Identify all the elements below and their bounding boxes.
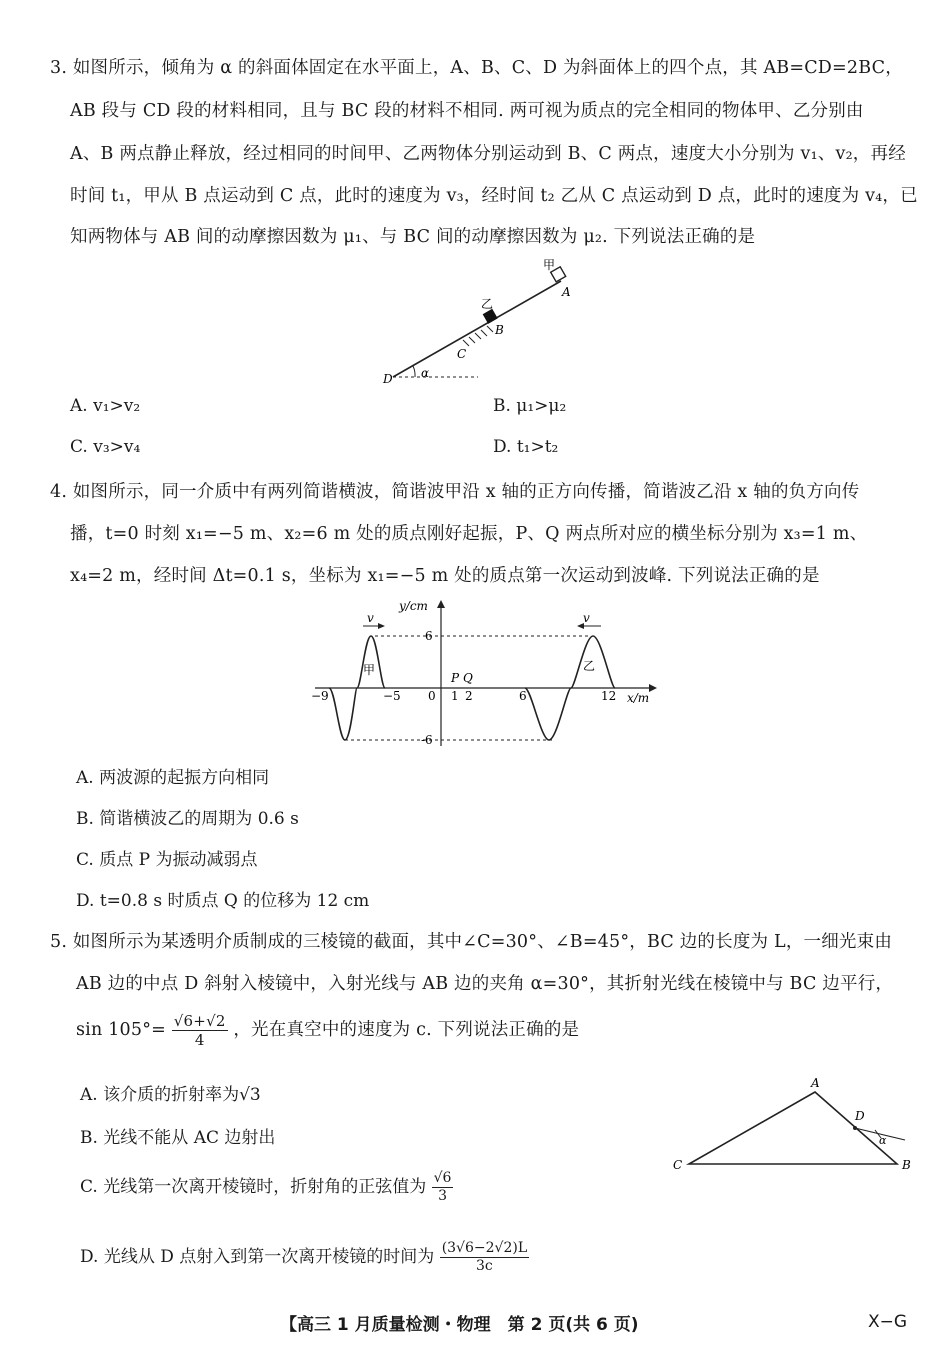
label-jia: 甲 (543, 258, 556, 272)
optC-denominator: 3 (438, 1188, 447, 1204)
optD-numerator: (3√6−2√2)L (441, 1240, 528, 1256)
y-axis-arrow (437, 600, 445, 608)
optC-numerator: √6 (433, 1170, 452, 1186)
x-tick-2: 2 (465, 689, 473, 703)
point-P-label: P (451, 671, 460, 685)
q3-line-5: 知两物体与 AB 间的动摩擦因数为 μ₁、与 BC 间的动摩擦因数为 μ₂. 下列说法正确的是 (70, 227, 756, 247)
q3-line-4: 时间 t₁，甲从 B 点运动到 C 点，此时的速度为 v₃，经时间 t₂ 乙从 C 点运动到 D 点，此时的速度为 v₄，已 (70, 186, 918, 206)
q4-option-d: D. t=0.8 s 时质点 Q 的位移为 12 cm (76, 891, 370, 911)
q3-option-d: D. t₁>t₂ (493, 437, 559, 457)
y-tick-neg6: -6 (421, 733, 433, 747)
q4-option-b: B. 简谐横波乙的周期为 0.6 s (76, 809, 299, 829)
q3-option-c: C. v₃>v₄ (70, 437, 141, 457)
label-B: B (495, 323, 504, 337)
v-label-jia: v (367, 611, 374, 625)
q5-line-1: 5. 如图所示为某透明介质制成的三棱镜的截面，其中∠C=30°、∠B=45°，BC 边的长度为 L，一细光束由 (50, 932, 893, 952)
q4-line-1: 4. 如图所示，同一介质中有两列简谐横波，简谐波甲沿 x 轴的正方向传播，简谐波乙沿 x 轴的负方向传 (50, 482, 860, 502)
q4-line-3: x₄=2 m，经时间 Δt=0.1 s，坐标为 x₁=−5 m 处的质点第一次运动到波峰. 下列说法正确的是 (70, 566, 820, 586)
q5-option-c (80, 1170, 453, 1205)
block-yi (483, 309, 498, 324)
label-alpha: α (421, 366, 430, 380)
optD-prefix: D. 光线从 D 点射入到第一次离开棱镜的时间为 (80, 1247, 435, 1267)
q3-incline-figure (375, 255, 585, 390)
incline-line (393, 281, 561, 377)
y-axis-label: y/cm (399, 599, 428, 613)
q5-option-b: B. 光线不能从 AC 边射出 (80, 1128, 276, 1148)
point-Q-label: Q (463, 671, 473, 685)
x-tick-neg5: −5 (383, 689, 401, 703)
x-tick-neg9: −9 (311, 689, 329, 703)
prism-label-alpha: α (879, 1134, 887, 1147)
alpha-arc (413, 366, 415, 377)
wave-jia-label: 甲 (363, 663, 376, 677)
y-tick-6: 6 (425, 629, 433, 643)
sin-denominator: 4 (194, 1031, 205, 1049)
point-D-dot (853, 1126, 857, 1130)
sin-suffix: ，光在真空中的速度为 c. 下列说法正确的是 (233, 1020, 580, 1040)
prism-label-D: D (855, 1109, 865, 1123)
q3-line-1: 3. 如图所示，倾角为 α 的斜面体固定在水平面上，A、B、C、D 为斜面体上的四个点，其 AB=CD=2BC， (50, 58, 903, 78)
x-tick-0: 0 (428, 689, 436, 703)
wave-yi-label: 乙 (583, 659, 596, 673)
v-label-yi: v (583, 611, 590, 625)
sin-numerator: √6+√2 (173, 1012, 226, 1030)
paper-code: X−G (868, 1312, 908, 1332)
optD-fraction (440, 1240, 529, 1275)
q5-line-3 (76, 1012, 579, 1049)
label-A: A (562, 285, 571, 299)
optC-fraction (432, 1170, 454, 1205)
x-tick-1: 1 (451, 689, 459, 703)
prism-label-B: B (902, 1158, 911, 1172)
sin-prefix: sin 105°= (76, 1020, 167, 1040)
q4-option-c: C. 质点 P 为振动减弱点 (76, 850, 258, 870)
x-tick-12: 12 (601, 689, 617, 703)
q5-prism-figure (665, 1072, 915, 1177)
q5-option-d (80, 1240, 529, 1275)
q3-option-a: A. v₁>v₂ (70, 396, 141, 416)
q4-option-a: A. 两波源的起振方向相同 (76, 768, 270, 788)
label-yi: 乙 (481, 297, 494, 311)
optD-denominator: 3c (476, 1258, 493, 1274)
q3-option-b: B. μ₁>μ₂ (493, 396, 567, 416)
page-footer: 【高三 1 月质量检测・物理 第 2 页(共 6 页) (280, 1315, 639, 1335)
q3-line-3: A、B 两点静止释放，经过相同的时间甲、乙两物体分别运动到 B、C 两点，速度大小分别为 v₁、v₂，再经 (70, 144, 906, 164)
q4-wave-figure (305, 596, 665, 754)
prism-label-C: C (673, 1158, 683, 1172)
q3-line-2: AB 段与 CD 段的材料相同，且与 BC 段的材料不相同. 两可视为质点的完全相同的物体甲、乙分别由 (70, 101, 864, 121)
x-axis-label: x/m (627, 691, 650, 705)
prism-triangle (689, 1092, 897, 1164)
optC-prefix: C. 光线第一次离开棱镜时，折射角的正弦值为 (80, 1177, 427, 1197)
label-C: C (457, 347, 467, 361)
q5-line-2: AB 边的中点 D 斜射入棱镜中，入射光线与 AB 边的夹角 α=30°，其折射光线在棱镜中与 BC 边平行， (76, 974, 894, 994)
sin-fraction (172, 1012, 228, 1049)
x-tick-6: 6 (519, 689, 527, 703)
q5-option-a: A. 该介质的折射率为√3 (80, 1085, 261, 1105)
q4-line-2: 播，t=0 时刻 x₁=−5 m、x₂=6 m 处的质点刚好起振，P、Q 两点所对应的横坐标分别为 x₃=1 m、 (70, 524, 868, 544)
label-D: D (383, 372, 393, 386)
prism-label-A: A (811, 1076, 820, 1090)
x-axis-arrow (649, 684, 657, 692)
